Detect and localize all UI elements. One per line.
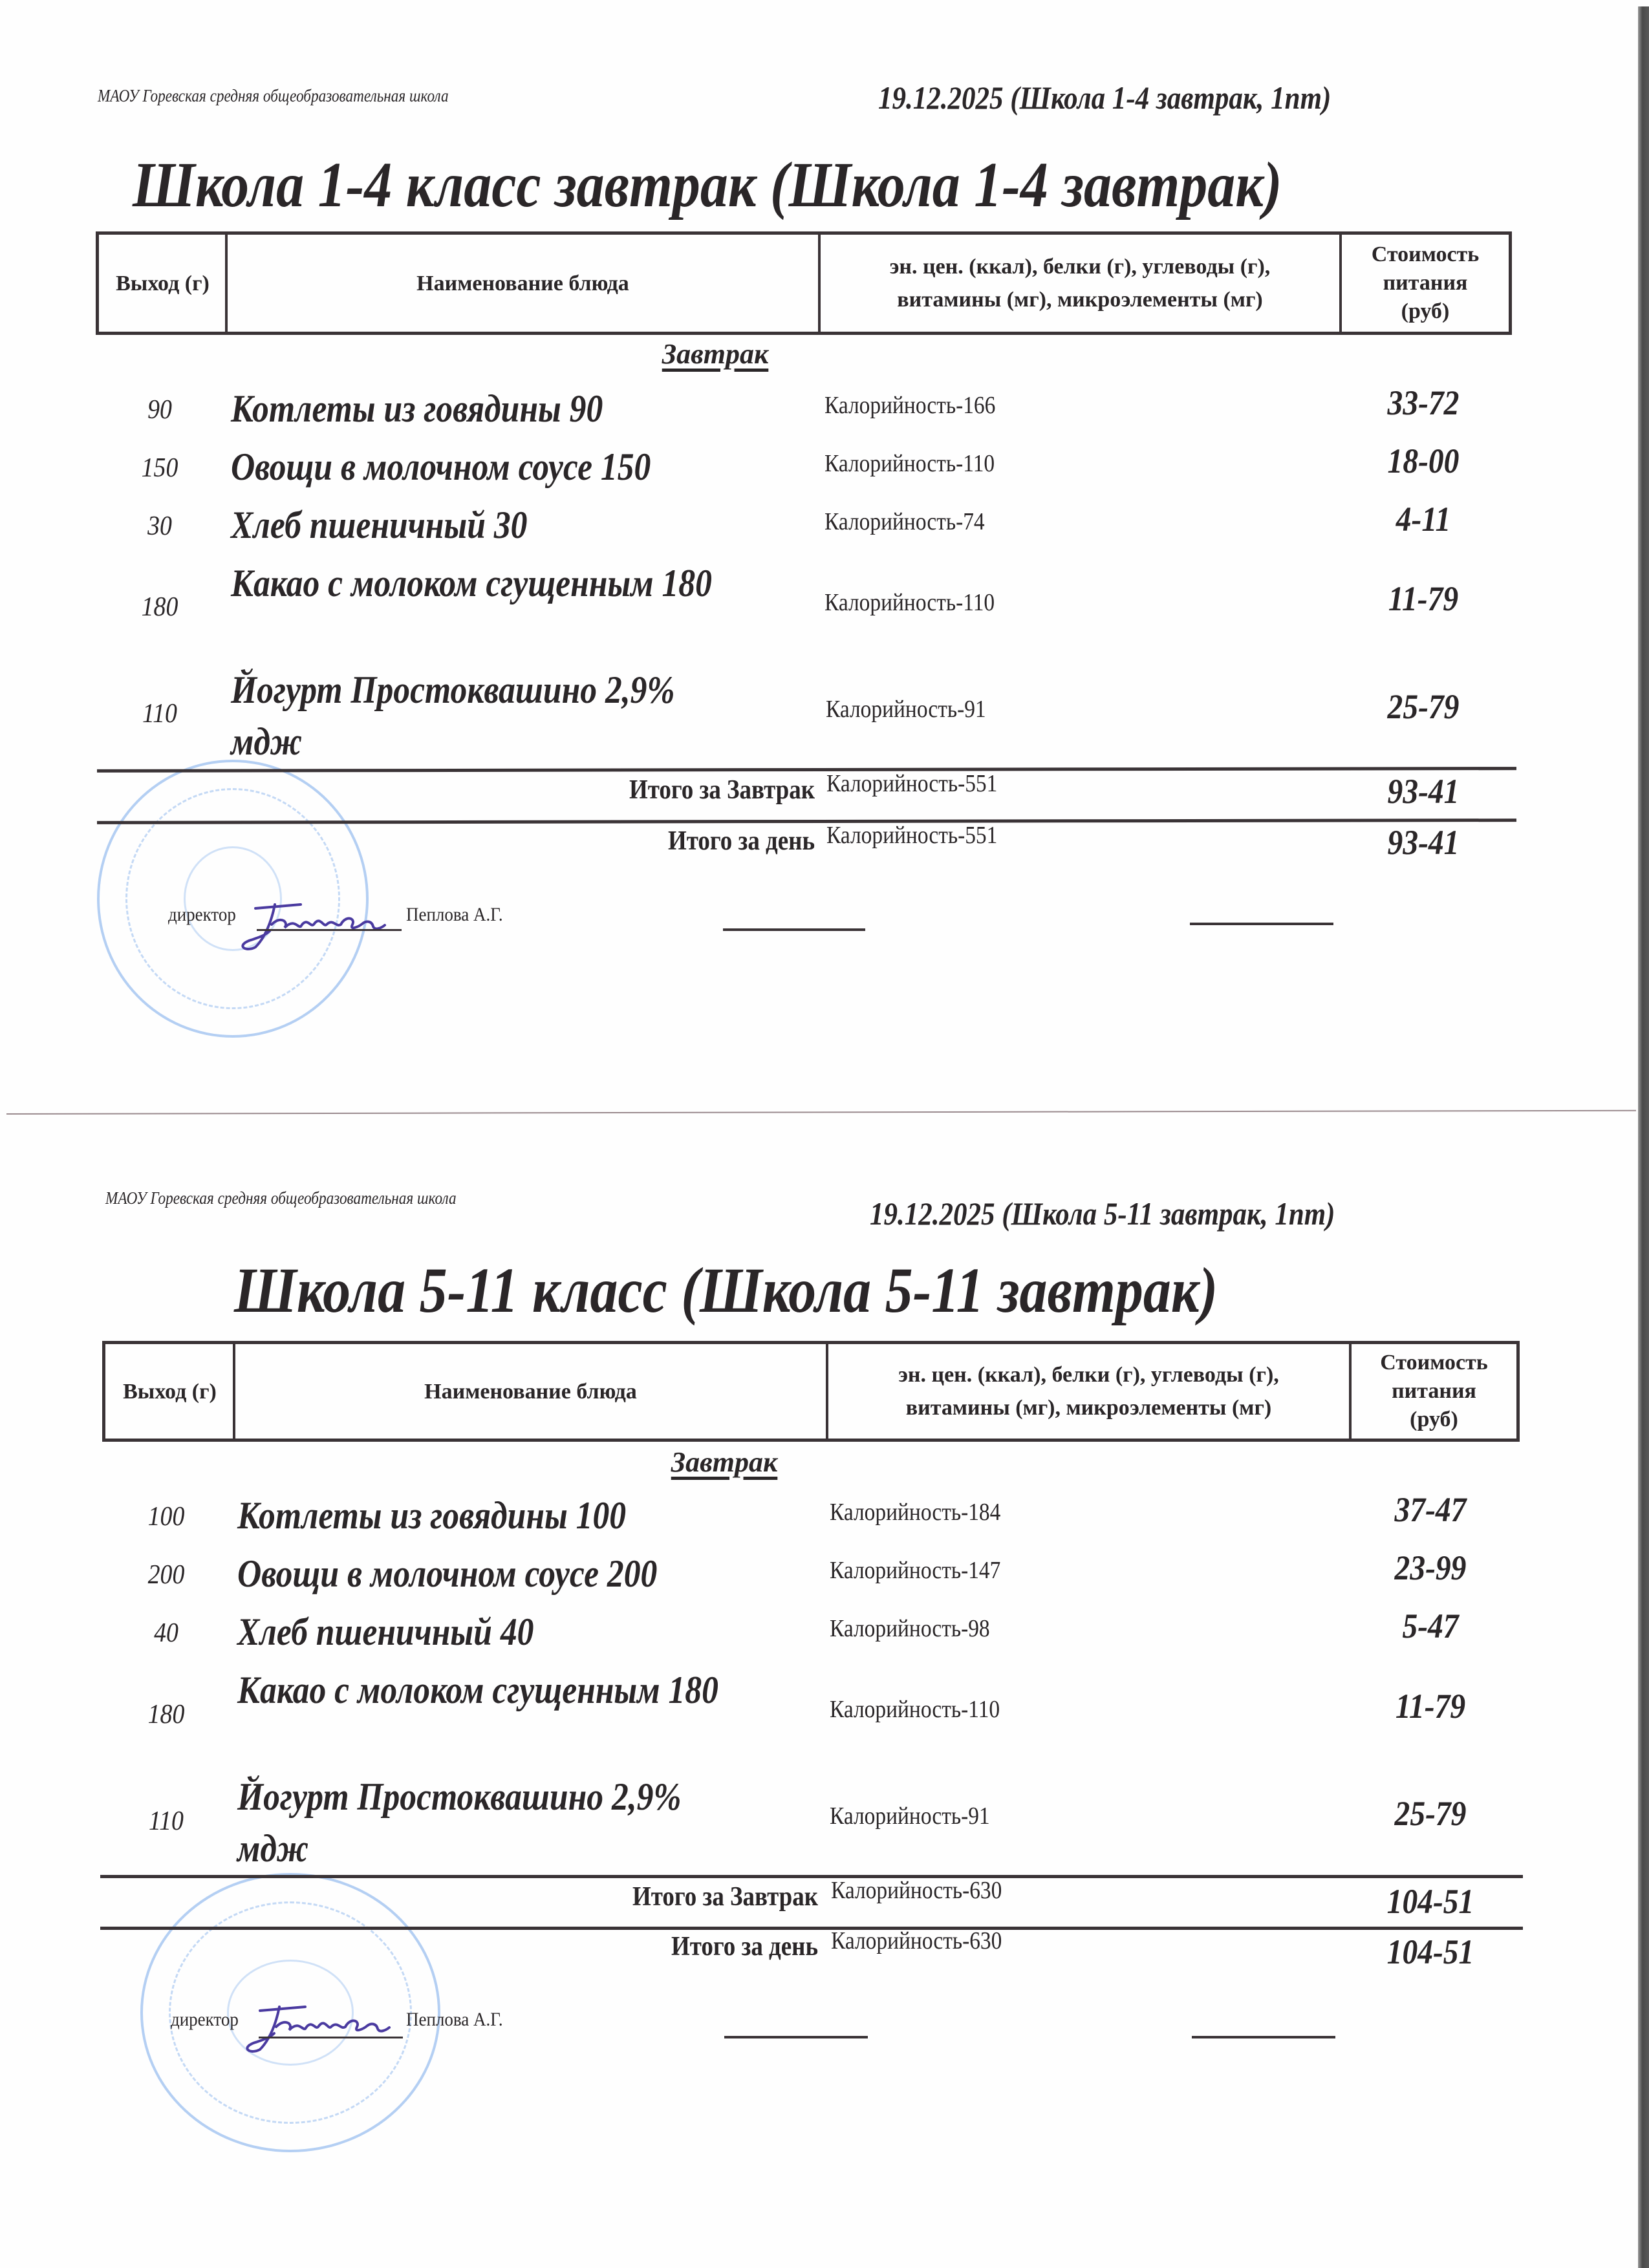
dish-name: Хлеб пшеничный 40: [237, 1610, 534, 1653]
header-cost-line-3: (руб): [1401, 299, 1450, 324]
yield-value: 40: [154, 1618, 178, 1648]
yield-value: 90: [147, 395, 172, 425]
header-dish-name: Наименование блюда: [416, 271, 629, 295]
header-nutrition: [827, 1344, 1350, 1439]
yield-value: 180: [141, 592, 178, 622]
header-cost: [1341, 235, 1510, 332]
header-cost-line-1: Стоимость: [1380, 1350, 1488, 1375]
scanner-edge: [1638, 6, 1649, 2268]
yield-value: 200: [147, 1560, 185, 1590]
yield-value: 180: [147, 1700, 185, 1729]
dish-name: Котлеты из говядины 90: [231, 387, 603, 430]
calories-value: Калорийность-147: [830, 1557, 1001, 1584]
total-day-price: 104-51: [1386, 1932, 1474, 1971]
calories-value: Калорийность-110: [824, 450, 995, 477]
total-day-calories: Калорийность-630: [831, 1927, 1002, 1954]
yield-value: 100: [147, 1502, 185, 1532]
school-name: МАОУ Горевская средняя общеобразовательная школа: [105, 1188, 457, 1208]
total-meal-label: Итого за Завтрак: [629, 775, 815, 805]
header-nutrition-line-2: витамины (мг), микроэлементы (мг): [905, 1396, 1272, 1420]
page-title: Школа 1-4 класс завтрак (Школа 1-4 завтрак): [133, 149, 1282, 220]
handwritten-signature: [230, 895, 404, 954]
header-dish-name: Наименование блюда: [424, 1379, 637, 1404]
header-cost-line-2: питания: [1383, 270, 1468, 295]
total-meal-label: Итого за Завтрак: [632, 1882, 818, 1912]
page-title: Школа 5-11 класс (Школа 5-11 завтрак): [234, 1254, 1218, 1326]
header-nutrition-line-1: эн. цен. (ккал), белки (г), углеводы (г),: [898, 1363, 1279, 1387]
header-cost-line-3: (руб): [1410, 1407, 1458, 1432]
price-value: 33-72: [1387, 383, 1460, 422]
total-meal-calories: Калорийность-551: [826, 770, 998, 797]
school-name: МАОУ Горевская средняя общеобразовательная школа: [98, 86, 449, 105]
calories-value: Калорийность-166: [824, 392, 996, 419]
calories-value: Калорийность-91: [830, 1803, 990, 1830]
dish-name: Овощи в молочном соусе 200: [237, 1552, 658, 1595]
yield-value: 150: [141, 453, 178, 483]
calories-value: Калорийность-110: [830, 1696, 1000, 1723]
signature-role: директор: [168, 904, 236, 925]
price-value: 25-79: [1387, 687, 1460, 726]
dish-name: Йогурт Простоквашино 2,9% мдж: [237, 1775, 682, 1870]
total-day-label: Итого за день: [668, 826, 815, 856]
blank-signature-line: [724, 2036, 868, 2038]
calories-value: Калорийность-184: [830, 1499, 1001, 1526]
blank-signature-line: [1190, 923, 1333, 925]
header-cost: [1350, 1344, 1518, 1439]
header-nutrition-line-2: витамины (мг), микроэлементы (мг): [897, 288, 1263, 312]
date-line: 19.12.2025 (Школа 5-11 завтрак, 1пт): [870, 1195, 1335, 1232]
price-value: 37-47: [1394, 1490, 1467, 1529]
total-divider: [100, 1875, 1523, 1878]
price-value: 4-11: [1396, 500, 1451, 539]
table-header: [102, 1341, 1520, 1442]
total-meal-price: 93-41: [1387, 772, 1460, 811]
price-value: 11-79: [1388, 579, 1459, 618]
header-cost-line-2: питания: [1392, 1378, 1476, 1403]
meal-heading: Завтрак: [671, 1446, 778, 1478]
price-value: 23-99: [1394, 1548, 1467, 1587]
total-divider: [97, 767, 1516, 773]
dish-name: Овощи в молочном соусе 150: [231, 445, 651, 488]
dish-name: Какао с молоком сгущенным 180: [231, 562, 712, 604]
calories-value: Калорийность-91: [826, 696, 986, 723]
meal-heading: Завтрак: [662, 338, 769, 370]
signature-name: Пеплова А.Г.: [406, 2009, 503, 2030]
price-value: 18-00: [1387, 442, 1460, 480]
calories-value: Калорийность-74: [824, 508, 985, 535]
dish-name: Йогурт Простоквашино 2,9% мдж: [231, 669, 675, 763]
header-yield: Выход (г): [116, 271, 210, 295]
total-meal-price: 104-51: [1386, 1882, 1474, 1921]
blank-signature-line: [1192, 2036, 1335, 2038]
yield-value: 110: [142, 699, 177, 729]
header-yield: Выход (г): [123, 1379, 217, 1404]
total-day-price: 93-41: [1387, 823, 1460, 862]
table-header: [96, 231, 1512, 335]
total-meal-calories: Калорийность-630: [831, 1877, 1002, 1904]
total-divider: [100, 1927, 1523, 1930]
signature-role: директор: [171, 2009, 239, 2030]
calories-value: Калорийность-98: [830, 1615, 990, 1642]
page-separator: [6, 1110, 1636, 1115]
handwritten-signature: [234, 1998, 409, 2056]
header-nutrition: [819, 235, 1341, 332]
signature-underline: [259, 2037, 403, 2038]
total-day-calories: Калорийность-551: [826, 822, 998, 849]
dish-name: Хлеб пшеничный 30: [231, 504, 528, 546]
header-nutrition-line-1: эн. цен. (ккал), белки (г), углеводы (г),: [889, 255, 1271, 279]
header-cost-line-1: Стоимость: [1371, 242, 1480, 266]
calories-value: Калорийность-110: [824, 589, 995, 616]
yield-value: 30: [147, 511, 172, 541]
price-value: 11-79: [1395, 1687, 1466, 1726]
signature-underline: [257, 929, 402, 931]
total-day-label: Итого за день: [671, 1932, 818, 1962]
price-value: 5-47: [1402, 1607, 1459, 1645]
date-line: 19.12.2025 (Школа 1-4 завтрак, 1пт): [878, 80, 1331, 116]
blank-signature-line: [723, 928, 865, 931]
price-value: 25-79: [1394, 1794, 1467, 1833]
yield-value: 110: [149, 1806, 184, 1836]
dish-name: Какао с молоком сгущенным 180: [237, 1669, 718, 1711]
signature-name: Пеплова А.Г.: [406, 904, 503, 925]
dish-name: Котлеты из говядины 100: [237, 1494, 627, 1537]
